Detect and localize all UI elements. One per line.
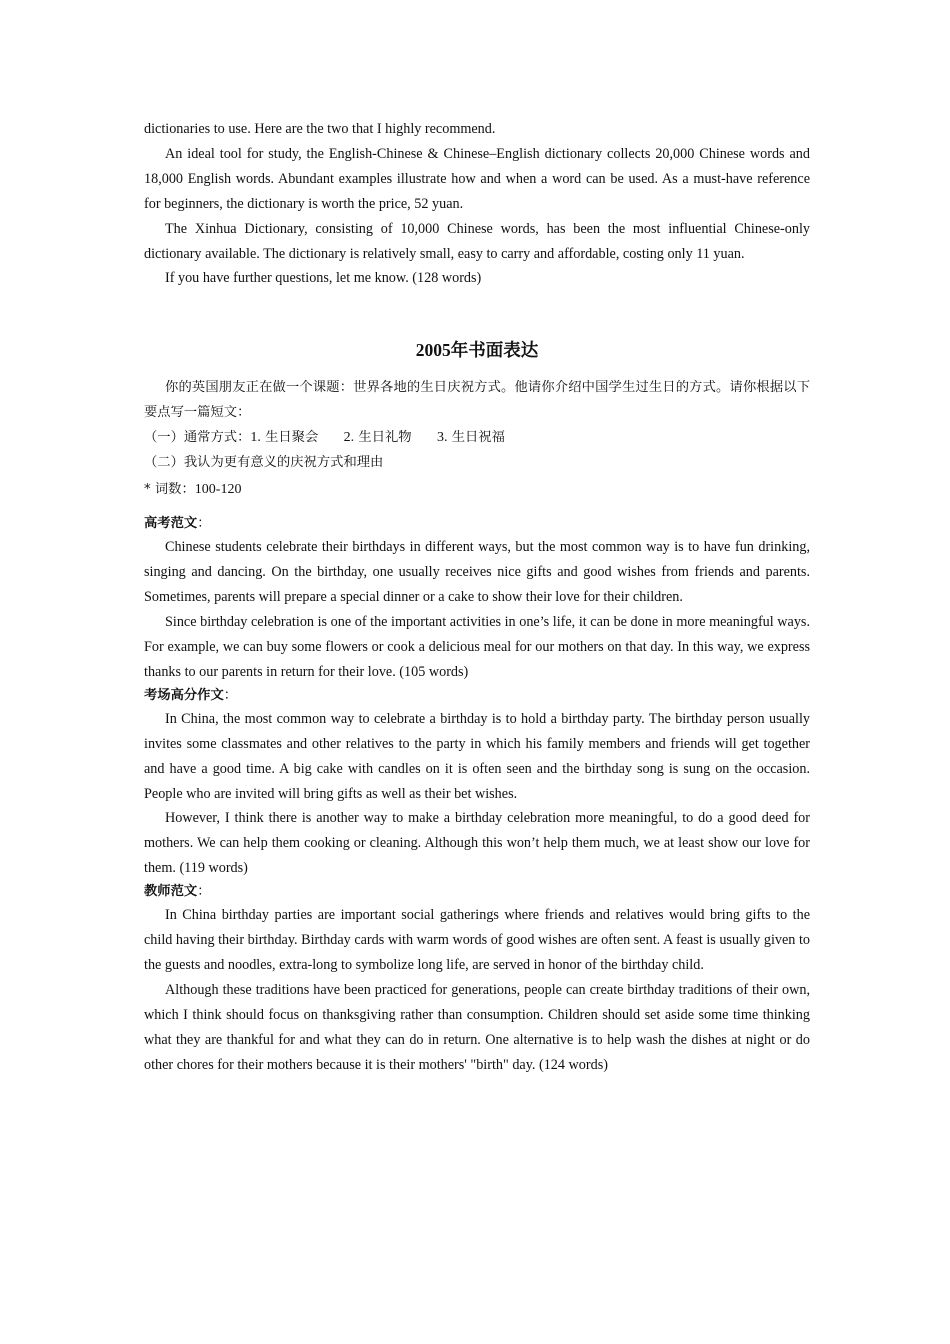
section-title [144, 338, 810, 363]
section-title-year: 2005 [415, 340, 451, 361]
intro-paragraph-3: The Xinhua Dictionary, consisting of 10,000 Chinese words, has been the most influential Chinese-only dictionary available. The dictionary is relatively small, easy to carry and affordable, costing only 11 yuan. [144, 220, 810, 262]
word-count-requirement: * 词数：100-120 [144, 482, 242, 498]
essay-gaokao-paragraph-1: Chinese students celebrate their birthdays in different ways, but the most common way is to have fun drinking, singing and dancing. On the birthday, one usually receives nice gifts and good wishes from friends and parents. Sometimes, parents will prepare a special dinner or a cake to show their love for their children. [144, 539, 810, 606]
intro-paragraph-4: If you have further questions, let me know. (128 words) [165, 270, 482, 287]
task-prompt: 你的英国朋友正在做一个课题：世界各地的生日庆祝方式。他请你介绍中国学生过生日的方式。请你根据以下要点写一篇短文： [144, 380, 810, 421]
essay-teacher-paragraph-2: Although these traditions have been practiced for generations, people can create birthday traditions of their own, which I think should focus on thanksgiving rather than consumption. Children should set aside some time thinking what they are thankful for and what they can do in return. One alternative is to help wash the dishes at night or do other chores for their mothers because it is their mothers' "birth" day. (124 words) [144, 981, 810, 1073]
essay-heading-teacher: 教师范文： [144, 884, 211, 900]
intro-paragraph-2: An ideal tool for study, the English-Chinese & Chinese–English dictionary collects 20,000 Chinese words and 18,000 English words. Abundant examples illustrate how and when a word can be used. As a must-have reference for beginners, the dictionary is worth the price, 52 yuan. [144, 145, 810, 212]
essay-teacher-paragraph-1: In China birthday parties are important social gatherings where friends and relatives would bring gifts to the child having their birthday. Birthday cards with warm words of good wishes are often sent. A feast is usually given to the guests and noodles, extra-long to symbolize long life, are served in honor of the birthday child. [144, 907, 810, 973]
intro-paragraph-1: dictionaries to use. Here are the two that I highly recommend. [144, 121, 496, 137]
essay-exam-paragraph-2: However, I think there is another way to make a birthday celebration more meaningful, to do a good deed for mothers. We can help them cooking or cleaning. Although this won’t help them much, we at least show our love for them. (119 words) [144, 810, 810, 877]
section-title-text: 年书面表达 [450, 341, 539, 362]
essay-gaokao-paragraph-2: Since birthday celebration is one of the important activities in one’s life, it can be done in more meaningful ways. For example, we can buy some flowers or cook a delicious meal for our mothers on that day. In this way, we express thanks to our parents in return for their love. (105 words) [144, 614, 810, 680]
essay-heading-gaokao: 高考范文： [144, 516, 211, 532]
essay-exam-paragraph-1: In China, the most common way to celebrate a birthday is to hold a birthday party. The birthday person usually invites some classmates and other relatives to the party in which his family members and friends will get together and have a good time. A big cake with candles on it is often seen and the birthday song is sung on the occasion. People who are invited will bring gifts as well as their bet wishes. [144, 710, 810, 802]
document-page [144, 117, 810, 1077]
task-point-1: （一）通常方式：1. 生日聚会 2. 生日礼物 3. 生日祝福 [144, 430, 505, 446]
essay-heading-exam-highscore: 考场高分作文： [144, 687, 238, 703]
task-point-2: （二）我认为更有意义的庆祝方式和理由 [144, 455, 384, 471]
